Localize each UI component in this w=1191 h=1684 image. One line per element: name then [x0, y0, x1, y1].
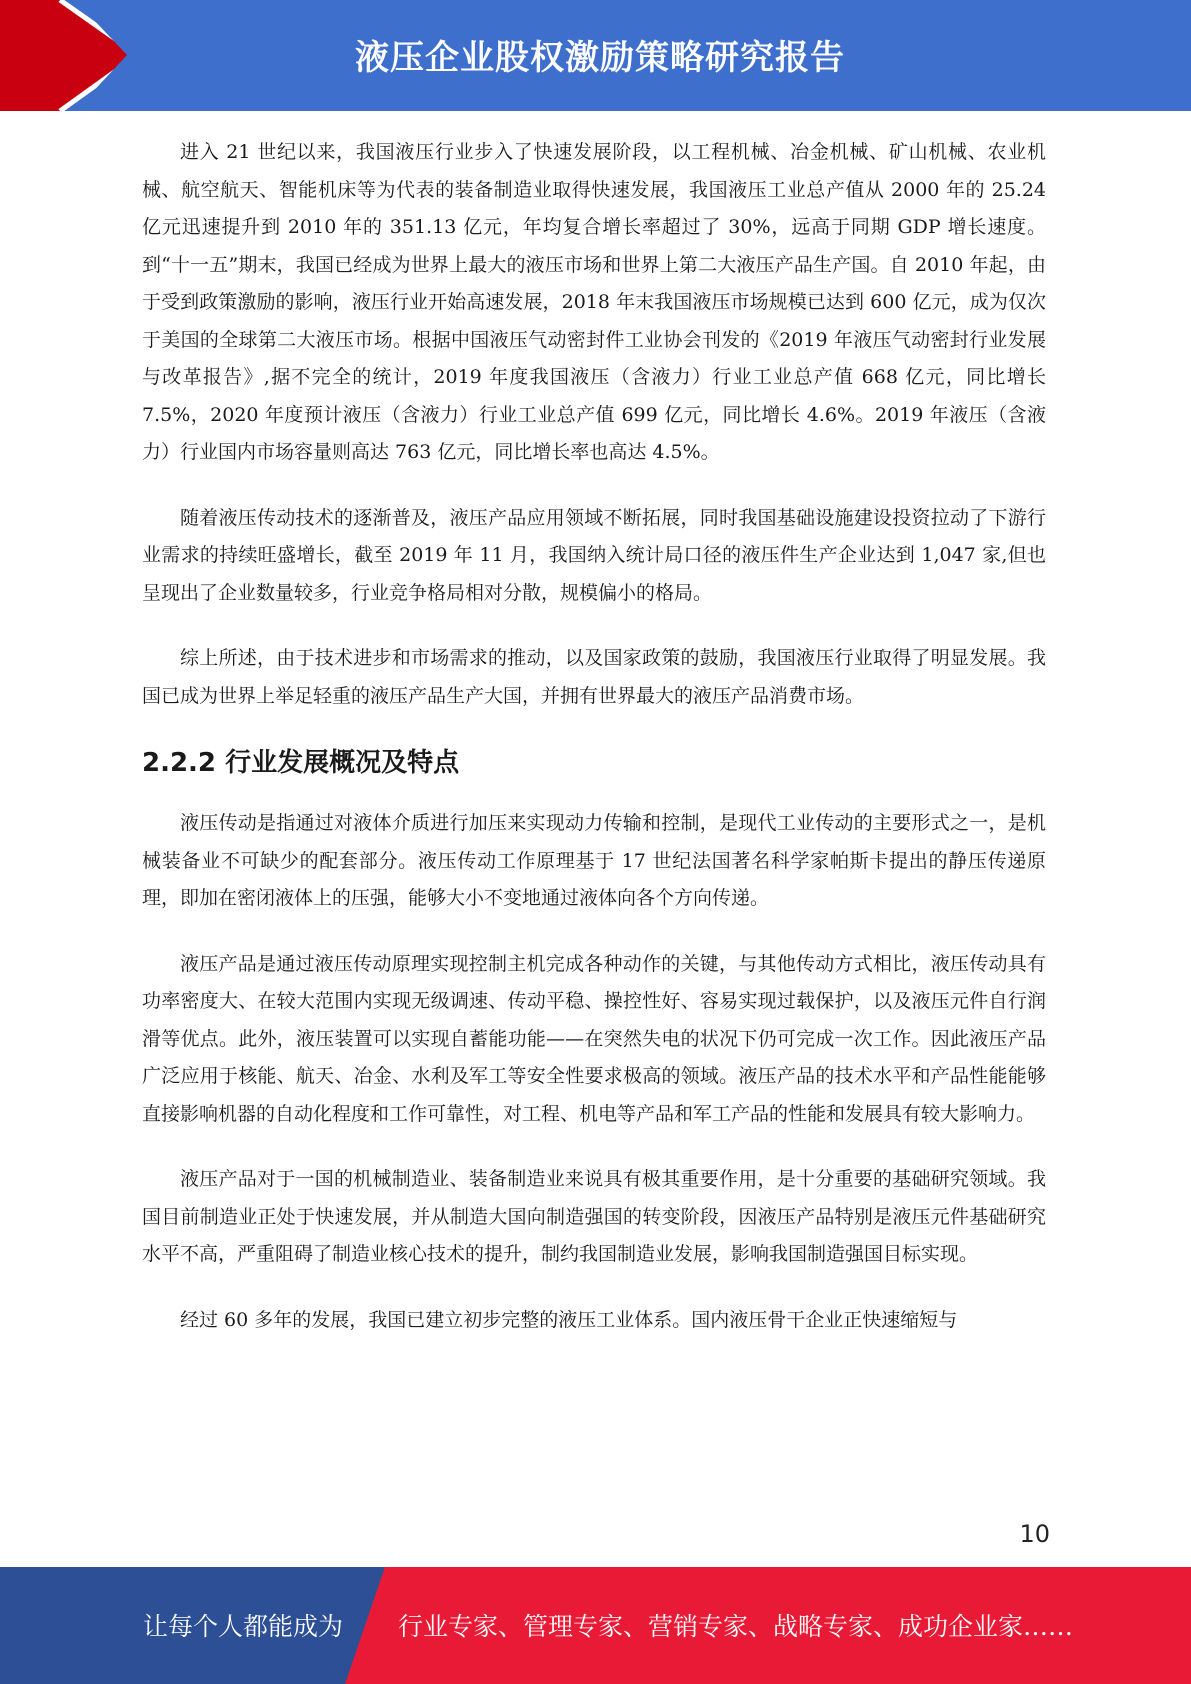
paragraph: 液压产品对于一国的机械制造业、装备制造业来说具有极其重要作用，是十分重要的基础研究领域。我国目前制造业正处于快速发展，并从制造大国向制造强国的转变阶段，因液压产品特别是液压元件基础研究水平不高，严重阻碍了制造业核心技术的提升，制约我国制造业发展，影响我国制造强国目标实现。 — [142, 1168, 1046, 1265]
paragraph: 随着液压传动技术的逐渐普及，液压产品应用领域不断拓展，同时我国基础设施建设投资拉动了下游行业需求的持续旺盛增长，截至 2019 年 11 月，我国纳入统计局口径的液压件生产企业达到 1,047 家,但也呈现出了企业数量较多，行业竞争格局相对分散，规模偏小的格局。 — [142, 506, 1046, 604]
section-heading: 2.2.2 行业发展概况及特点 — [142, 748, 460, 778]
page-header — [0, 0, 1191, 111]
document-body — [142, 134, 1046, 1367]
paragraph: 综上所述，由于技术进步和市场需求的推动，以及国家政策的鼓励，我国液压行业取得了明显发展。我国已成为世界上举足轻重的液压产品生产大国，并拥有世界最大的液压产品消费市场。 — [142, 647, 1046, 707]
paragraph: 经过 60 多年的发展，我国已建立初步完整的液压工业体系。国内液压骨干企业正快速缩短与 — [180, 1308, 958, 1331]
footer-slogan-right: 行业专家、管理专家、营销专家、战略专家、成功企业家…… — [398, 1612, 1074, 1641]
report-title: 液压企业股权激励策略研究报告 — [355, 38, 845, 78]
paragraph: 进入 21 世纪以来，我国液压行业步入了快速发展阶段，以工程机械、冶金机械、矿山机械、农业机械、航空航天、智能机床等为代表的装备制造业取得快速发展，我国液压工业总产值从 2000 年的 25.24 亿元迅速提升到 2010 年的 351.13 亿元，年均复合增长率超过了 30%，远高于同期 GDP 增长速度。到“十一五”期末，我国已经成为世界上最大的液压市场和世界上第二大液压产品生产国。自 2010 年起，由于受到政策激励的影响，液压行业开始高速发展，2018 年末我国液压市场规模已达到 600 亿元，成为仅次于美国的全球第二大液压市场。根据中国液压气动密封件工业协会刊发的《2019 年液压气动密封行业发展与改革报告》,据不完全的统计，2019 年度我国液压（含液力）行业工业总产值 668 亿元，同比增长 7.5%，2020 年度预计液压（含液力）行业工业总产值 699 亿元，同比增长 4.6%。2019 年液压（含液力）行业国内市场容量则高达 763 亿元，同比增长率也高达 4.5%。 — [142, 141, 1046, 463]
page-footer — [0, 1567, 1191, 1684]
paragraph: 液压传动是指通过对液体介质进行加压来实现动力传输和控制，是现代工业传动的主要形式之一，是机械装备业不可缺少的配套部分。液压传动工作原理基于 17 世纪法国著名科学家帕斯卡提出的静压传递原理，即加在密闭液体上的压强，能够大小不变地通过液体向各个方向传递。 — [142, 812, 1046, 909]
paragraph: 液压产品是通过液压传动原理实现控制主机完成各种动作的关键，与其他传动方式相比，液压传动具有功率密度大、在较大范围内实现无级调速、传动平稳、操控性好、容易实现过载保护，以及液压元件自行润滑等优点。此外，液压装置可以实现自蓄能功能——在突然失电的状况下仍可完成一次工作。因此液压产品广泛应用于核能、航天、冶金、水利及军工等安全性要求极高的领域。液压产品的技术水平和产品性能能够直接影响机器的自动化程度和工作可靠性，对工程、机电等产品和军工产品的性能和发展具有较大影响力。 — [142, 952, 1046, 1125]
page-number: 10 — [1019, 1520, 1050, 1548]
footer-slogan-left: 让每个人都能成为 — [143, 1612, 344, 1641]
